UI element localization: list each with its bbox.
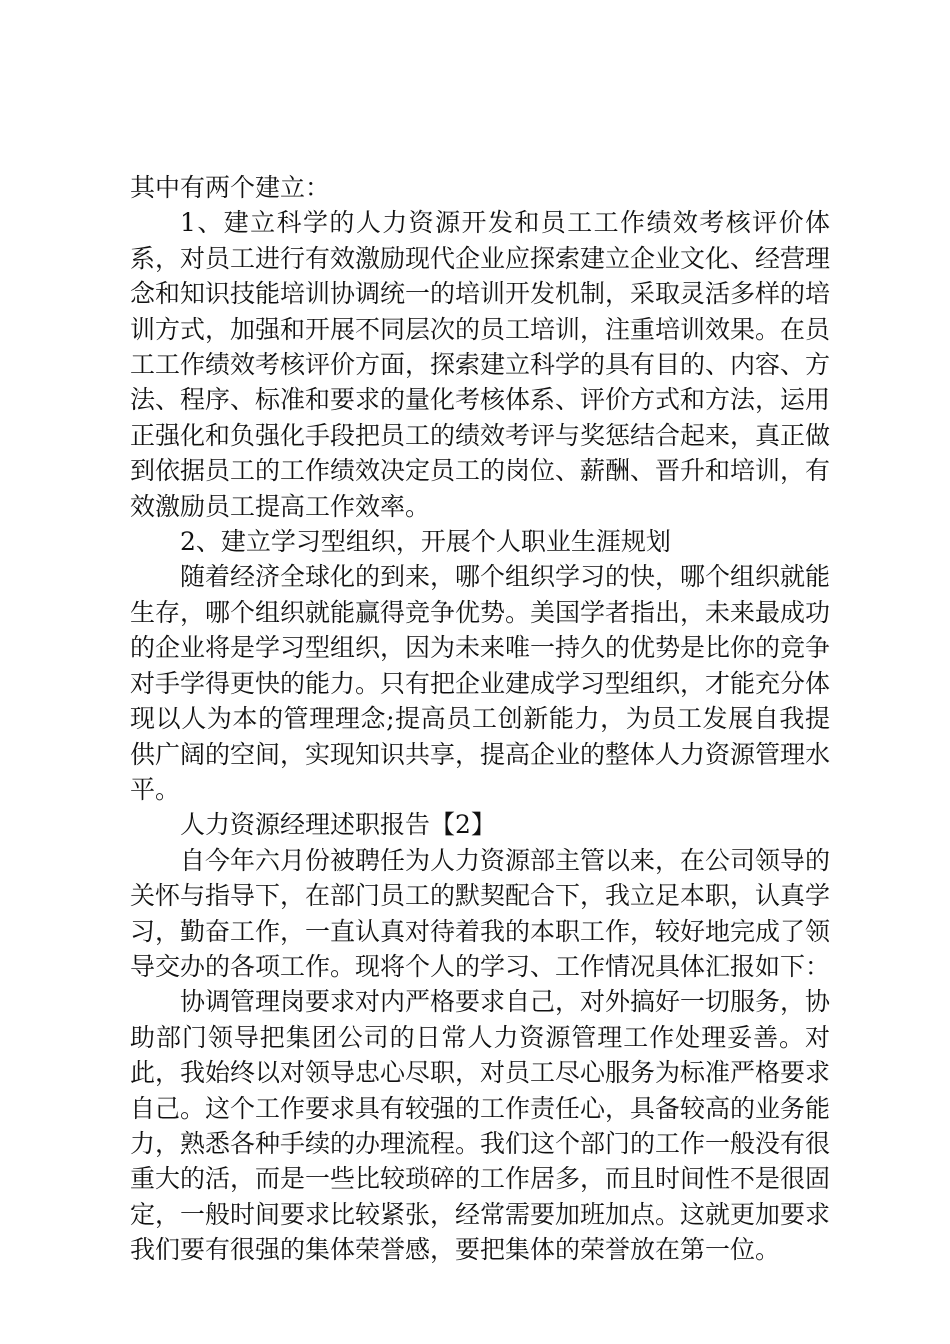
paragraph-coordination-role: 协调管理岗要求对内严格要求自己，对外搞好一切服务，协助部门领导把集团公司的日常人力资源管理工作处理妥善。对此，我始终以对领导忠心尽职，对员工尽心服务为标准严格要求自己。这个工作要求具有较强的工作责任心，具备较高的业务能力，熟悉各种手续的办理流程。我们这个部门的工作一般没有很重大的活，而是一些比较琐碎的工作居多，而且时间性不是很固定，一般时间要求比较紧张，经常需要加班加点。这就更加要求我们要有很强的集体荣誉感，要把集体的荣誉放在第一位。 [130,987,831,1265]
paragraph-intro: 其中有两个建立： [130,173,331,202]
section-title-report-2: 人力资源经理述职报告【2】 [180,810,496,840]
paragraph-item-2-heading: 2、建立学习型组织，开展个人职业生涯规划 [180,527,671,557]
document-body [130,170,830,1268]
paragraph-item-1: 1、建立科学的人力资源开发和员工工作绩效考核评价体系，对员工进行有效激励现代企业应探索建立企业文化、经营理念和知识技能培训协调统一的培训开发机制，采取灵活多样的培训方式，加强和开展不同层次的员工培训，注重培训效果。在员工工作绩效考核评价方面，探索建立科学的具有目的、内容、方法、程序、标准和要求的量化考核体系、评价方式和方法，运用正强化和负强化手段把员工的绩效考评与奖惩结合起来，真正做到依据员工的工作绩效决定员工的岗位、薪酬、晋升和培训，有效激励员工提高工作效率。 [130,208,831,521]
paragraph-report-intro: 自今年六月份被聘任为人力资源部主管以来，在公司领导的关怀与指导下，在部门员工的默契配合下，我立足本职，认真学习，勤奋工作，一直认真对待着我的本职工作，较好地完成了领导交办的各项工作。现将个人的学习、工作情况具体汇报如下： [130,845,831,981]
paragraph-learning-organization: 随着经济全球化的到来，哪个组织学习的快，哪个组织就能生存，哪个组织就能赢得竞争优势。美国学者指出，未来最成功的企业将是学习型组织，因为未来唯一持久的优势是比你的竞争对手学得更快的能力。只有把企业建成学习型组织，才能充分体现以人为本的管理理念;提高员工创新能力，为员工发展自我提供广阔的空间，实现知识共享，提高企业的整体人力资源管理水平。 [130,562,831,804]
